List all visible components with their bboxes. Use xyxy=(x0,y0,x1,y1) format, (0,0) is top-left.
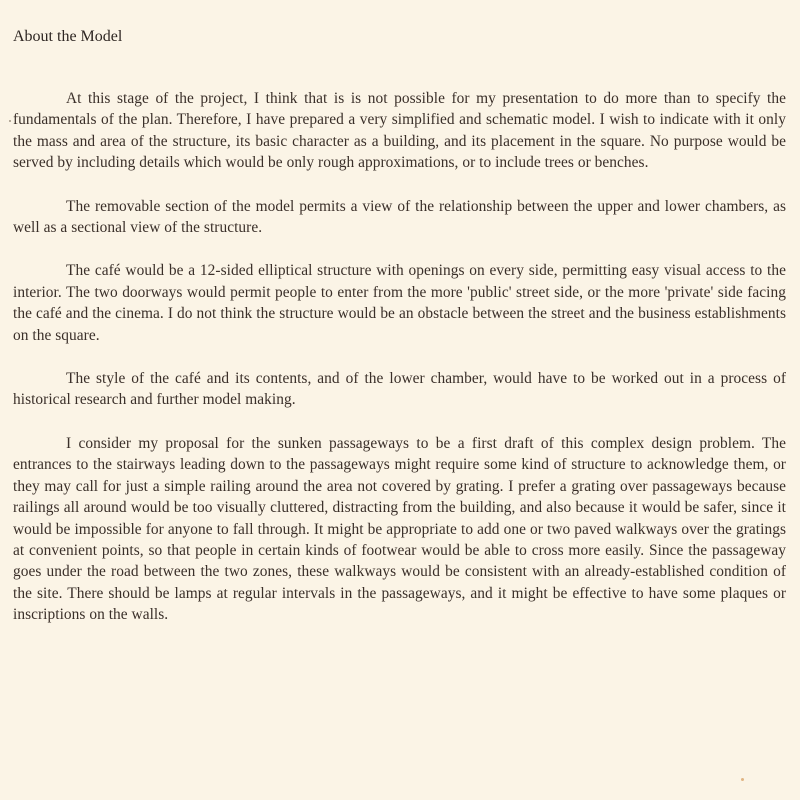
document-body xyxy=(13,88,786,626)
paper-speck xyxy=(741,778,744,781)
paragraph-2: The removable section of the model permits a view of the relationship between the upper and lower chambers, as well as a sectional view of the structure. xyxy=(13,197,786,237)
paper-speck xyxy=(9,120,11,122)
paragraph-1: At this stage of the project, I think that is is not possible for my presentation to do more than to specify the fundamentals of the plan. Therefore, I have prepared a very simplified and schematic model. I wish to indicate with it only the mass and area of the structure, its basic character as a building, and its placement in the square. No purpose would be served by including details which would be only rough approximations, or to include trees or benches. xyxy=(13,90,786,172)
document-title: About the Model xyxy=(13,28,123,45)
paragraph-5: I consider my proposal for the sunken passageways to be a first draft of this complex design problem. The entrances to the stairways leading down to the passageways might require some kind of structure to acknowledge them, or they may call for just a simple railing around the area not covered by grating. I prefer a grating over passageways because railings all around would be too visually cluttered, distracting from the building, and also because it would be safer, since it would be impossible for anyone to fall through. It might be appropriate to add one or two paved walkways over the gratings at convenient points, so that people in certain kinds of footwear would be able to cross more easily. Since the passageway goes under the road between the two zones, these walkways would be consistent with an already-established condition of the site. There should be lamps at regular intervals in the passageways, and it might be effective to have some plaques or inscriptions on the walls. xyxy=(13,434,786,624)
paragraph-3: The café would be a 12-sided elliptical structure with openings on every side, permitting easy visual access to the interior. The two doorways would permit people to enter from the more 'public' street side, or the more 'private' side facing the café and the cinema. I do not think the structure would be an obstacle between the street and the business establishments on the square. xyxy=(13,262,786,344)
paragraph-4: The style of the café and its contents, and of the lower chamber, would have to be worked out in a process of historical research and further model making. xyxy=(13,370,786,409)
